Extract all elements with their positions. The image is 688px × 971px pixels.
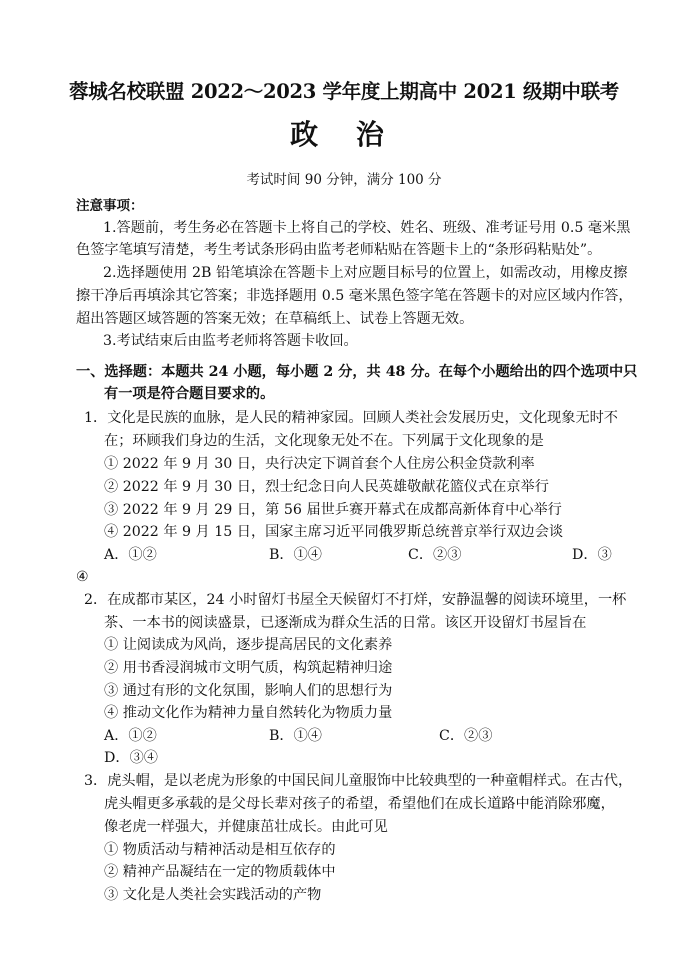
question-2-stem: 2．在成都市某区，24 小时留灯书屋全天候留灯不打烊，安静温馨的阅读环境里，一杯 [84,592,627,608]
question-1-item: ② 2022 年 9 月 30 日，烈士纪念日向人民英雄敬献花篮仪式在京举行 [104,479,549,495]
question-1-item: ① 2022 年 9 月 30 日，央行决定下调首套个人住房公积金贷款利率 [104,456,535,472]
question-1-option-a: A．①② [104,547,157,563]
exam-title: 蓉城名校联盟 2022～2023 学年度上期高中 2021 级期中联考 [69,80,619,103]
notice-line: 超出答题区域答题的答案无效；在草稿纸上、试卷上答题无效。 [76,311,474,327]
subject-title: 政 治 [290,118,398,151]
question-3-stem: 3．虎头帽，是以老虎为形象的中国民间儿童服饰中比较典型的一种童帽样式。在古代， [84,773,633,789]
question-1-stem: 1．文化是民族的血脉，是人民的精神家园。回顾人类社会发展历史，文化现象无时不 [84,410,618,426]
question-3-item: ② 精神产品凝结在一定的物质载体中 [104,864,336,880]
question-2-option-b: B．①④ [269,728,322,744]
question-2-item: ② 用书香浸润城市文明气质，构筑起精神归途 [104,660,393,676]
question-3-item: ① 物质活动与精神活动是相互依存的 [104,842,336,858]
question-3-stem-cont: 像老虎一样强大，并健康茁壮成长。由此可见 [104,819,388,835]
question-3-stem-cont: 虎头帽更多承载的是父母长辈对孩子的希望，希望他们在成长道路中能消除邪魔， [104,796,615,812]
question-2-option-c: C．②③ [439,728,493,744]
section-heading: 一、选择题：本题共 24 小题，每小题 2 分，共 48 分。在每个小题给出的四个选项中只 [76,364,638,380]
question-2-option-d: D．③④ [104,750,158,766]
notice-line: 擦干净后再填涂其它答案；非选择题用 0.5 毫米黑色签字笔在答题卡的对应区域内作答， [76,288,633,304]
question-1-option-c: C．②③ [408,547,462,563]
exam-info: 考试时间 90 分钟，满分 100 分 [246,172,442,188]
question-1-stem-cont: 在；环顾我们身边的生活，文化现象无处不在。下列属于文化现象的是 [104,433,544,449]
question-1-option-d: D．③ [572,547,612,563]
question-2-stem-cont: 茶、一本书的阅读盛景，已逐渐成为群众生活的日常。该区开设留灯书屋旨在 [104,615,587,631]
notice-line: 1.答题前，考生务必在答题卡上将自己的学校、姓名、班级、准考证号用 0.5 毫米黑 [103,220,631,236]
question-1-item: ④ 2022 年 9 月 15 日，国家主席习近平同俄罗斯总统普京举行双边会谈 [104,524,564,540]
notice-line: 2.选择题使用 2B 铅笔填涂在答题卡上对应题目标号的位置上，如需改动，用橡皮擦 [103,265,628,281]
question-2-item: ③ 通过有形的文化氛围，影响人们的思想行为 [104,683,393,699]
notice-line: 色签字笔填写清楚，考生考试条形码由监考老师粘贴在答题卡上的“条形码粘贴处”。 [76,242,602,258]
question-2-item: ① 让阅读成为风尚，逐步提高居民的文化素养 [104,637,393,653]
notice-line: 3.考试结束后由监考老师将答题卡收回。 [103,333,358,349]
question-3-item: ③ 文化是人类社会实践活动的产物 [104,887,322,903]
notice-heading: 注意事项： [76,198,144,214]
question-1-option-d-wrap: ④ [76,569,89,585]
question-2-item: ④ 推动文化作为精神力量自然转化为物质力量 [104,705,393,721]
question-1-item: ③ 2022 年 9 月 29 日，第 56 届世乒赛开幕式在成都高新体育中心举行 [104,502,562,518]
section-heading-cont: 有一项是符合题目要求的。 [104,386,275,402]
question-2-option-a: A．①② [104,728,157,744]
question-1-option-b: B．①④ [269,547,322,563]
